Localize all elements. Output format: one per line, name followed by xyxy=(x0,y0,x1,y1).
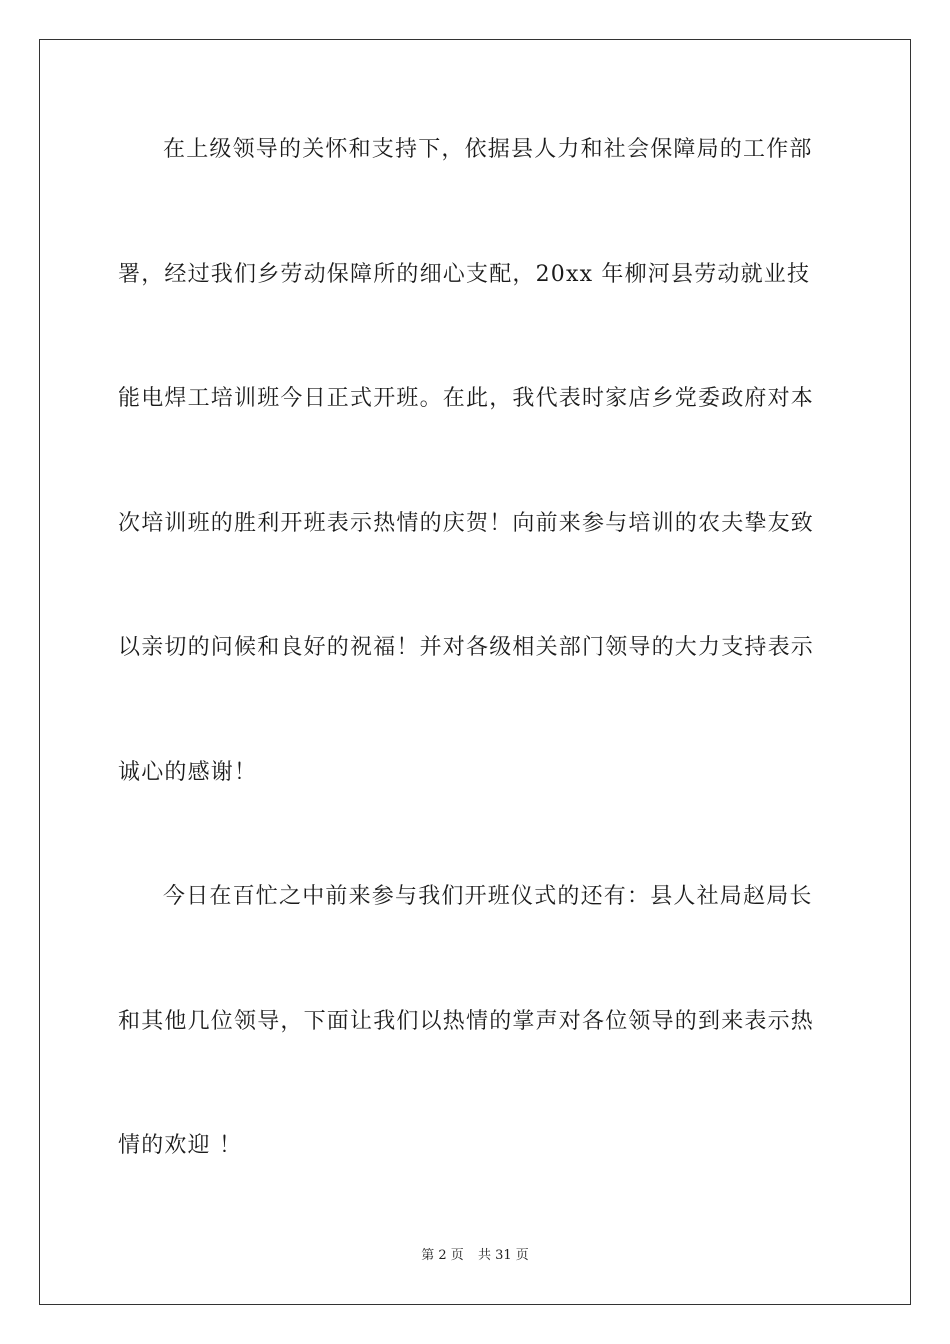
paragraph-1-line-1: 在上级领导的关怀和支持下，依据县人力和社会保障局的工作部 xyxy=(163,137,813,162)
paragraph-1-line-6: 诚心的感谢！ xyxy=(118,760,258,785)
paragraph-1-line-4: 次培训班的胜利开班表示热情的庆贺！向前来参与培训的农夫挚友致 xyxy=(118,511,815,536)
total-pages: 共 31 页 xyxy=(477,1248,529,1263)
paragraph-1-line-5: 以亲切的问候和良好的祝福！并对各级相关部门领导的大力支持表示 xyxy=(118,635,815,660)
paragraph-1-line-3: 能电焊工培训班今日正式开班。在此，我代表时家店乡党委政府对本 xyxy=(118,386,815,411)
paragraph-2-line-2: 和其他几位领导，下面让我们以热情的掌声对各位领导的到来表示热 xyxy=(118,1009,815,1034)
page-number: 第 2 页 xyxy=(421,1248,464,1263)
page-footer xyxy=(0,1248,950,1264)
paragraph-2-line-1: 今日在百忙之中前来参与我们开班仪式的还有：县人社局赵局长 xyxy=(163,884,813,909)
paragraph-1-line-2: 署，经过我们乡劳动保障所的细心支配，20xx 年柳河县劳动就业技 xyxy=(118,262,811,287)
paragraph-2-line-3: 情的欢迎 ！ xyxy=(118,1133,243,1158)
page-frame xyxy=(39,39,911,1305)
